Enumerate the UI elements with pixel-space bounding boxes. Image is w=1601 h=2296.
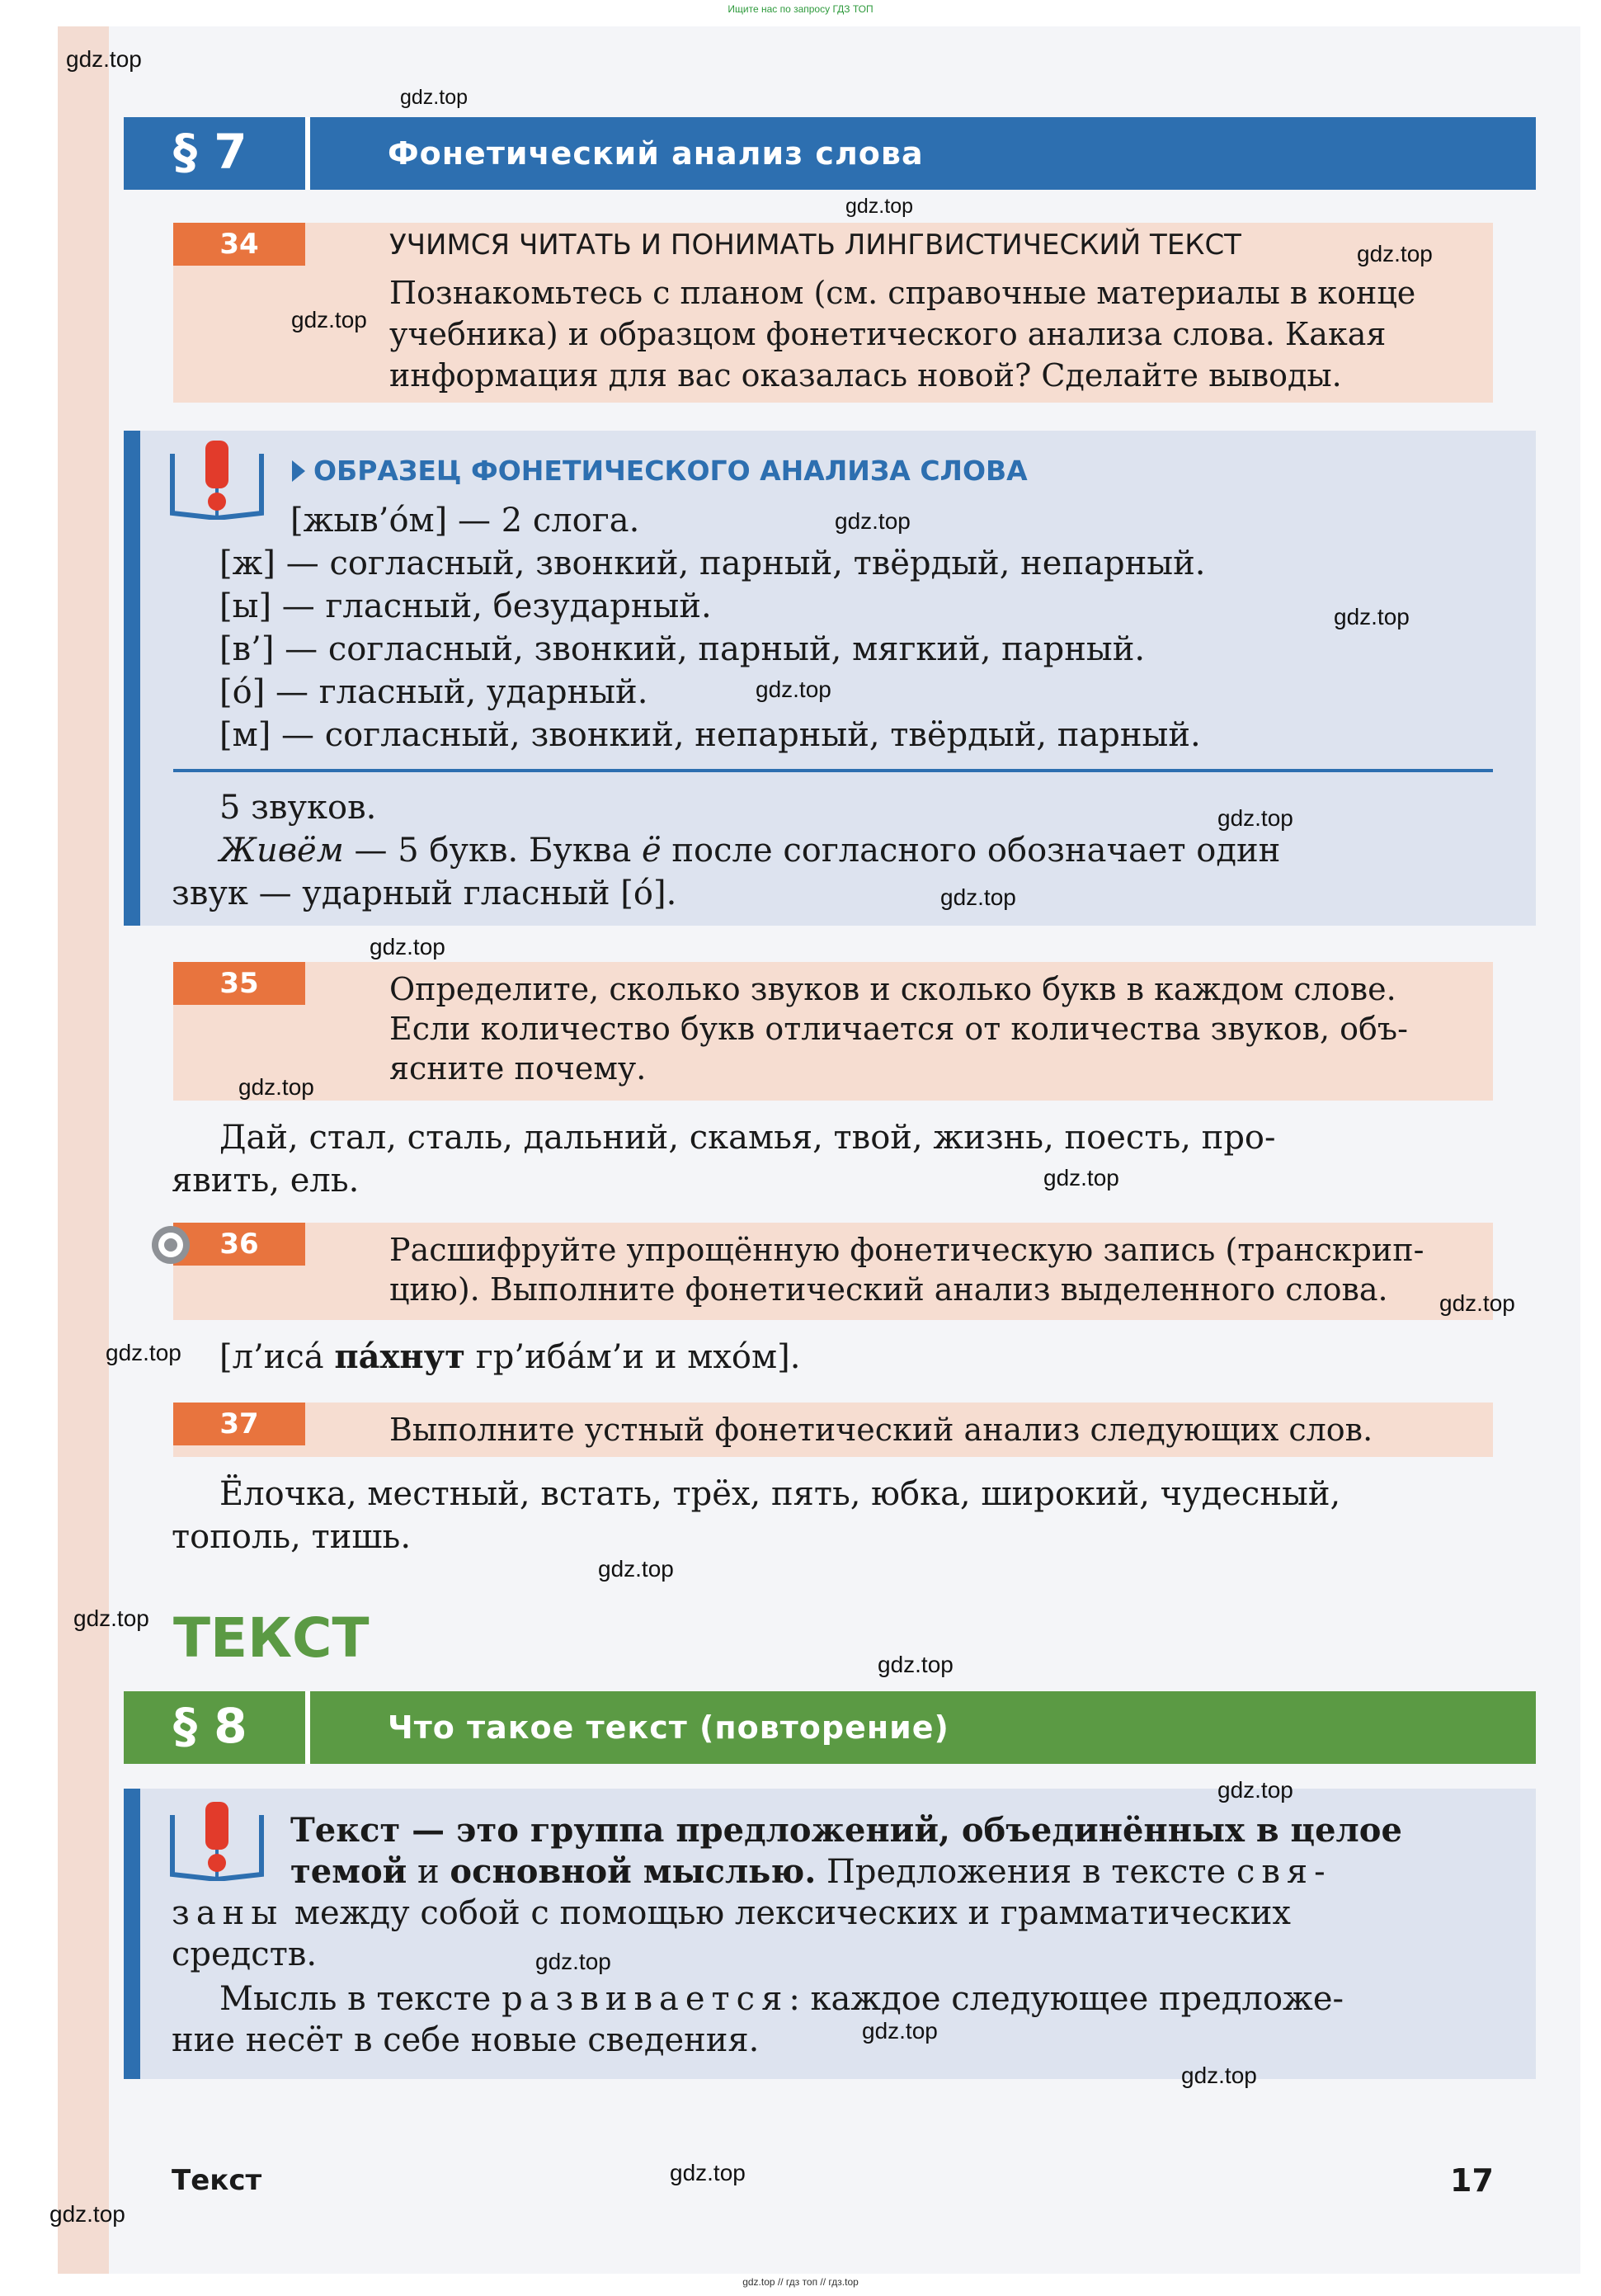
watermark: gdz.top <box>1043 1165 1119 1190</box>
watermark: gdz.top <box>598 1556 674 1582</box>
definition-line-2: темой и основной мыслью. Предложения в тексте свя- <box>290 1852 1332 1891</box>
sample-divider <box>173 769 1493 772</box>
watermark: gdz.top <box>1334 604 1410 629</box>
definition-line-5: Мысль в тексте развивается: каждое следующее предложе- <box>219 1980 1344 2018</box>
task-36-line-2: цию). Выполните фонетический анализ выделенного слова. <box>389 1271 1388 1308</box>
sample-heading: ОБРАЗЕЦ ФОНЕТИЧЕСКОГО АНАЛИЗА СЛОВА <box>313 455 1028 487</box>
watermark: gdz.top <box>73 1605 149 1631</box>
watermark: gdz.top <box>535 1949 611 1974</box>
bottom-note: gdz.top // гдз топ // гдз.top <box>742 2276 859 2288</box>
task-37-words-1: Ёлочка, местный, встать, трёх, пять, юбка, широкий, чудесный, <box>219 1475 1341 1513</box>
sample-line-1: [жыв’о́м] — 2 слога. <box>290 502 640 540</box>
sample-line-3: [ы] — гласный, безударный. <box>219 587 712 625</box>
rule-stripe <box>124 431 140 926</box>
sample-line-4: [в’] — согласный, звонкий, парный, мягкий, парный. <box>219 630 1146 668</box>
task-35-number: 35 <box>173 962 305 1005</box>
watermark: gdz.top <box>1357 241 1433 266</box>
watermark: gdz.top <box>400 86 469 109</box>
section-7-header <box>124 117 1536 190</box>
task-35-words-2: явить, ель. <box>172 1162 360 1200</box>
sample-conclusion-line-2: звук — ударный гласный [о́]. <box>172 875 677 912</box>
watermark: gdz.top <box>1217 1777 1293 1803</box>
task-34-line-2: учебника) и образцом фонетического анализа слова. Какая <box>389 316 1387 352</box>
watermark: gdz.top <box>862 2018 938 2044</box>
definition-line-3: заны между собой с помощью лексических и грамматических <box>172 1894 1291 1932</box>
task-35-line-1: Определите, сколько звуков и сколько букв в каждом слове. <box>389 971 1396 1007</box>
watermark: gdz.top <box>106 1340 181 1365</box>
task-34-number: 34 <box>173 223 305 266</box>
section-8-header <box>124 1691 1536 1764</box>
exclamation-book-icon <box>169 1799 265 1881</box>
task-37-number: 37 <box>173 1403 305 1445</box>
sample-word: Живём <box>219 832 344 870</box>
sample-sounds: 5 звуков. <box>219 789 377 827</box>
task-34-line-3: информация для вас оказалась новой? Сделайте выводы. <box>389 357 1342 394</box>
definition-line-1: Текст — это группа предложений, объединённых в целое <box>290 1811 1402 1850</box>
watermark: gdz.top <box>835 508 911 534</box>
task-36-transcription: [л’иса́ па́хнут гр’иба́м’и и мхо́м]. <box>219 1337 801 1376</box>
watermark: gdz.top <box>291 307 367 332</box>
watermark: gdz.top <box>940 884 1016 910</box>
watermark: gdz.top <box>878 1652 954 1677</box>
watermark: gdz.top <box>49 2201 125 2227</box>
section-number: § 7 <box>173 124 247 180</box>
task-36-number: 36 <box>173 1223 305 1266</box>
section-number: § 8 <box>173 1698 247 1754</box>
page-spine-strip <box>58 26 109 2274</box>
task-37-words-2: тополь, тишь. <box>172 1518 412 1556</box>
rule-stripe <box>124 1789 140 2079</box>
footer-chapter: Текст <box>172 2164 262 2197</box>
watermark: gdz.top <box>66 46 142 72</box>
header-divider <box>305 1691 310 1764</box>
watermark: gdz.top <box>238 1074 314 1100</box>
sample-conclusion-line-1: Живём — 5 букв. Буква ё после согласного обозначает один <box>219 832 1281 870</box>
star-badge-icon <box>150 1224 191 1266</box>
task-35-words-1: Дай, стал, сталь, дальний, скамья, твой, жизнь, поесть, про- <box>219 1119 1276 1157</box>
definition-line-6: ние несёт в себе новые сведения. <box>172 2021 760 2059</box>
header-divider <box>305 117 310 190</box>
sample-line-2: [ж] — согласный, звонкий, парный, твёрдый, непарный. <box>219 545 1206 582</box>
section-title: Что такое текст (повторение) <box>388 1709 949 1746</box>
watermark: gdz.top <box>1439 1290 1515 1316</box>
task-35-line-3: ясните почему. <box>389 1050 647 1087</box>
watermark: gdz.top <box>845 195 914 218</box>
task-36-line-1: Расшифруйте упрощённую фонетическую запись (транскрип- <box>389 1232 1424 1268</box>
sample-line-5: [о́] — гласный, ударный. <box>219 673 648 711</box>
section-title: Фонетический анализ слова <box>388 135 924 172</box>
task-34-line-1: Познакомьтесь с планом (см. справочные материалы в конце <box>389 275 1416 311</box>
watermark: gdz.top <box>1217 805 1293 831</box>
task-37-line: Выполните устный фонетический анализ следующих слов. <box>389 1412 1373 1448</box>
top-note: Ищите нас по запросу ГДЗ ТОП <box>728 3 873 15</box>
sample-line-6: [м] — согласный, звонкий, непарный, твёрдый, парный. <box>219 716 1201 754</box>
watermark: gdz.top <box>670 2160 746 2185</box>
task-34-heading: УЧИМСЯ ЧИТАТЬ И ПОНИМАТЬ ЛИНГВИСТИЧЕСКИЙ ТЕКСТ <box>389 229 1241 262</box>
exclamation-book-icon <box>169 437 265 520</box>
watermark: gdz.top <box>756 677 831 702</box>
chapter-heading: ТЕКСТ <box>173 1606 370 1670</box>
watermark: gdz.top <box>370 934 445 959</box>
highlighted-word: па́хнут <box>334 1337 466 1376</box>
sample-letter: ё <box>642 832 662 870</box>
page-number: 17 <box>1450 2162 1494 2199</box>
triangle-marker-icon <box>290 459 307 483</box>
task-35-line-2: Если количество букв отличается от количества звуков, объ- <box>389 1011 1408 1047</box>
watermark: gdz.top <box>1181 2063 1257 2088</box>
definition-line-4: средств. <box>172 1935 318 1973</box>
